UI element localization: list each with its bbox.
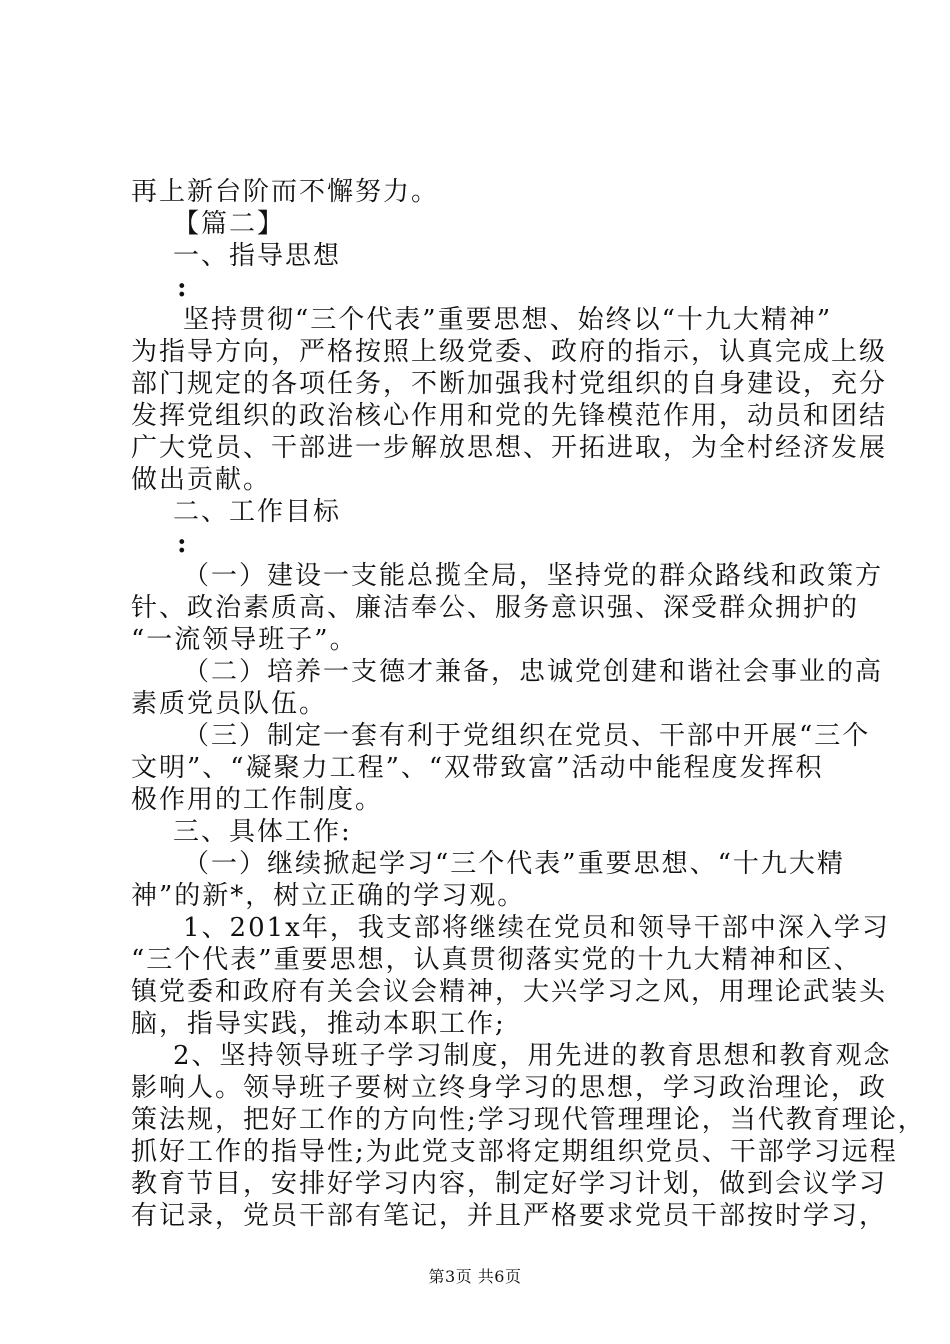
colon-line: : [177, 529, 189, 559]
paragraph-line: 1、201x年，我支部将继续在党员和领导干部中深入学习 [183, 913, 890, 943]
paragraph-line: （一）继续掀起学习“三个代表”重要思想、“十九大精 [183, 849, 845, 879]
paragraph-line: 有记录，党员干部有笔记，并且严格要求党员干部按时学习， [131, 1201, 888, 1231]
paragraph-line: 抓好工作的指导性;为此党支部将定期组织党员、干部学习远程 [131, 1137, 898, 1167]
paragraph-line: “一流领导班子”。 [131, 625, 358, 655]
paragraph-line: 部门规定的各项任务，不断加强我村党组织的自身建设，充分 [131, 369, 888, 399]
paragraph-line: 2、坚持领导班子学习制度，用先进的教育思想和教育观念 [173, 1041, 892, 1071]
paragraph-line: “三个代表”重要思想，认真贯彻落实党的十九大精神和区、 [131, 945, 862, 975]
paragraph-line: 影响人。领导班子要树立终身学习的思想，学习政治理论，政 [131, 1073, 888, 1103]
document-body [131, 176, 926, 1232]
paragraph-line: 脑，指导实践，推动本职工作; [131, 1009, 506, 1039]
paragraph-line: 发挥党组织的政治核心作用和党的先锋模范作用，动员和团结 [131, 401, 888, 431]
paragraph-line: 广大党员、干部进一步解放思想、开拓进取，为全村经济发展 [131, 433, 888, 463]
paragraph-line: 针、政治素质高、廉洁奉公、服务意识强、深受群众拥护的 [131, 593, 860, 623]
paragraph-line: （二）培养一支德才兼备，忠诚党创建和谐社会事业的高 [183, 657, 884, 687]
paragraph-line: 文明”、“凝聚力工程”、“双带致富”活动中能程度发挥积 [131, 753, 824, 783]
paragraph-line: 镇党委和政府有关会议会精神，大兴学习之风，用理论武装头 [131, 977, 888, 1007]
colon-line: : [177, 273, 189, 303]
paragraph-line: 坚持贯彻“三个代表”重要思想、始终以“十九大精神” [183, 305, 833, 335]
paragraph-line: 极作用的工作制度。 [131, 785, 384, 815]
paragraph-line: 策法规，把好工作的方向性;学习现代管理理论，当代教育理论， [131, 1105, 926, 1135]
page-number-footer: 第3页 共6页 [428, 1267, 522, 1286]
paragraph-line: 教育节目，安排好学习内容，制定好学习计划，做到会议学习 [131, 1169, 888, 1199]
paragraph-line: 素质党员队伍。 [131, 689, 328, 719]
paragraph-line: （三）制定一套有利于党组织在党员、干部中开展“三个 [183, 721, 871, 751]
paragraph-line: 做出贡献。 [131, 465, 272, 495]
section-heading: 三、具体工作: [173, 817, 352, 847]
section-heading: 【篇二】 [173, 209, 286, 239]
paragraph-line: 神”的新*，树立正确的学习观。 [131, 881, 526, 911]
section-heading: 二、工作目标 [173, 497, 342, 527]
section-heading: 一、指导思想 [173, 241, 342, 271]
paragraph-line: （一）建设一支能总揽全局，坚持党的群众路线和政策方 [183, 561, 884, 591]
paragraph-line: 为指导方向，严格按照上级党委、政府的指示，认真完成上级 [131, 337, 888, 367]
text-line: 再上新台阶而不懈努力。 [131, 177, 440, 207]
